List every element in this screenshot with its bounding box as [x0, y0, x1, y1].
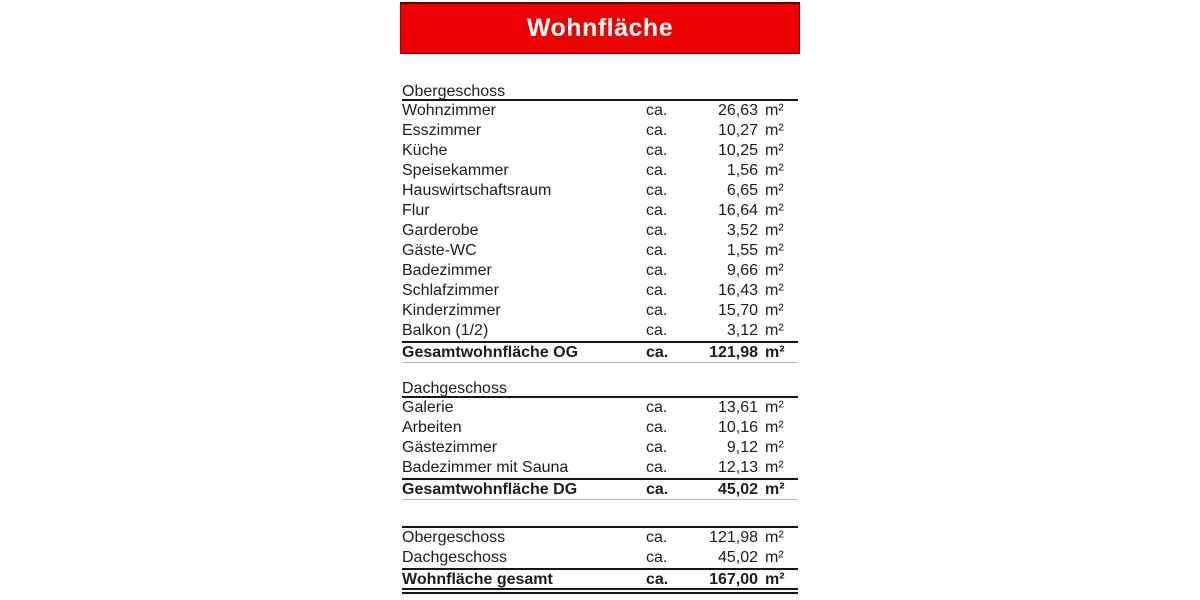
approx-label: ca. [646, 202, 668, 219]
table-row [402, 101, 798, 121]
room-label: Gäste-WC [402, 242, 477, 259]
room-label: Garderobe [402, 222, 479, 239]
unit-label: m² [765, 459, 784, 476]
unit-label: m² [765, 182, 784, 199]
room-label: Kinderzimmer [402, 302, 501, 319]
approx-label: ca. [646, 481, 669, 498]
room-label: Gästezimmer [402, 439, 498, 456]
table-row [402, 418, 798, 438]
area-value: 13,61 [717, 399, 758, 416]
total-value: 121,98 [709, 344, 758, 361]
approx-label: ca. [646, 162, 668, 179]
grand-total-value: 167,00 [709, 570, 758, 588]
approx-label: ca. [646, 399, 668, 416]
total-row-og [402, 341, 798, 363]
total-label: Gesamtwohnfläche OG [402, 344, 579, 361]
room-label: Galerie [402, 399, 454, 416]
approx-label: ca. [646, 344, 669, 361]
section-obergeschoss [402, 82, 798, 363]
area-value: 45,02 [717, 549, 758, 566]
area-value: 10,25 [717, 142, 758, 159]
table-row [402, 181, 798, 201]
table-row [402, 141, 798, 161]
area-value: 6,65 [726, 182, 758, 199]
area-value: 1,55 [726, 242, 758, 259]
table-row [402, 221, 798, 241]
table-row [402, 398, 798, 418]
unit-label: m² [765, 481, 785, 498]
table-row [402, 241, 798, 261]
approx-label: ca. [646, 570, 669, 588]
unit-label: m² [765, 222, 784, 239]
grand-total-label: Wohnfläche gesamt [402, 570, 553, 588]
room-label: Arbeiten [402, 419, 462, 436]
table-row [402, 438, 798, 458]
unit-label: m² [765, 282, 784, 299]
area-value: 3,12 [726, 322, 758, 339]
title-banner [400, 2, 800, 54]
page-title: Wohnfläche [526, 14, 674, 42]
room-label: Flur [402, 202, 430, 219]
summary-section [402, 526, 798, 594]
room-label: Badezimmer mit Sauna [402, 459, 569, 476]
room-label: Balkon (1/2) [402, 322, 489, 339]
summary-row [402, 528, 798, 548]
approx-label: ca. [646, 142, 668, 159]
summary-row [402, 548, 798, 568]
area-value: 12,13 [717, 459, 758, 476]
unit-label: m² [765, 322, 784, 339]
unit-label: m² [765, 242, 784, 259]
approx-label: ca. [646, 302, 668, 319]
unit-label: m² [765, 122, 784, 139]
table-row [402, 301, 798, 321]
living-area-table [402, 82, 798, 594]
unit-label: m² [765, 162, 784, 179]
total-value: 45,02 [717, 481, 758, 498]
room-label: Hauswirtschaftsraum [402, 182, 552, 199]
table-row [402, 161, 798, 181]
floor-label: Dachgeschoss [402, 549, 507, 566]
approx-label: ca. [646, 419, 668, 436]
unit-label: m² [765, 344, 785, 361]
room-label: Küche [402, 142, 448, 159]
area-value: 15,70 [717, 302, 758, 319]
section-header-og: Obergeschoss [402, 82, 798, 101]
approx-label: ca. [646, 459, 668, 476]
area-value: 121,98 [709, 529, 758, 546]
approx-label: ca. [646, 222, 668, 239]
unit-label: m² [765, 102, 784, 119]
approx-label: ca. [646, 102, 668, 119]
table-row [402, 281, 798, 301]
room-label: Wohnzimmer [402, 102, 496, 119]
room-label: Badezimmer [402, 262, 492, 279]
section-dachgeschoss [402, 379, 798, 500]
total-label: Gesamtwohnfläche DG [402, 481, 578, 498]
unit-label: m² [765, 549, 784, 566]
room-label: Speisekammer [402, 162, 509, 179]
approx-label: ca. [646, 182, 668, 199]
area-value: 3,52 [726, 222, 758, 239]
unit-label: m² [765, 302, 784, 319]
unit-label: m² [765, 570, 785, 588]
approx-label: ca. [646, 262, 668, 279]
room-label: Esszimmer [402, 122, 482, 139]
table-row [402, 458, 798, 478]
approx-label: ca. [646, 122, 668, 139]
unit-label: m² [765, 142, 784, 159]
area-value: 10,16 [717, 419, 758, 436]
table-row [402, 261, 798, 281]
approx-label: ca. [646, 282, 668, 299]
approx-label: ca. [646, 549, 668, 566]
double-underline-rule [402, 592, 798, 594]
approx-label: ca. [646, 529, 668, 546]
unit-label: m² [765, 529, 784, 546]
approx-label: ca. [646, 322, 668, 339]
table-row [402, 201, 798, 221]
area-value: 1,56 [726, 162, 758, 179]
floor-label: Obergeschoss [402, 529, 506, 546]
area-value: 16,43 [717, 282, 758, 299]
area-value: 16,64 [717, 202, 758, 219]
area-value: 9,66 [726, 262, 758, 279]
unit-label: m² [765, 399, 784, 416]
area-value: 26,63 [717, 102, 758, 119]
room-label: Schlafzimmer [402, 282, 499, 299]
area-value: 9,12 [726, 439, 758, 456]
table-row [402, 321, 798, 341]
unit-label: m² [765, 419, 784, 436]
unit-label: m² [765, 262, 784, 279]
grand-total-row [402, 568, 798, 590]
section-header-dg: Dachgeschoss [402, 379, 798, 398]
unit-label: m² [765, 439, 784, 456]
approx-label: ca. [646, 242, 668, 259]
table-row [402, 121, 798, 141]
total-row-dg [402, 478, 798, 500]
area-value: 10,27 [717, 122, 758, 139]
approx-label: ca. [646, 439, 668, 456]
unit-label: m² [765, 202, 784, 219]
